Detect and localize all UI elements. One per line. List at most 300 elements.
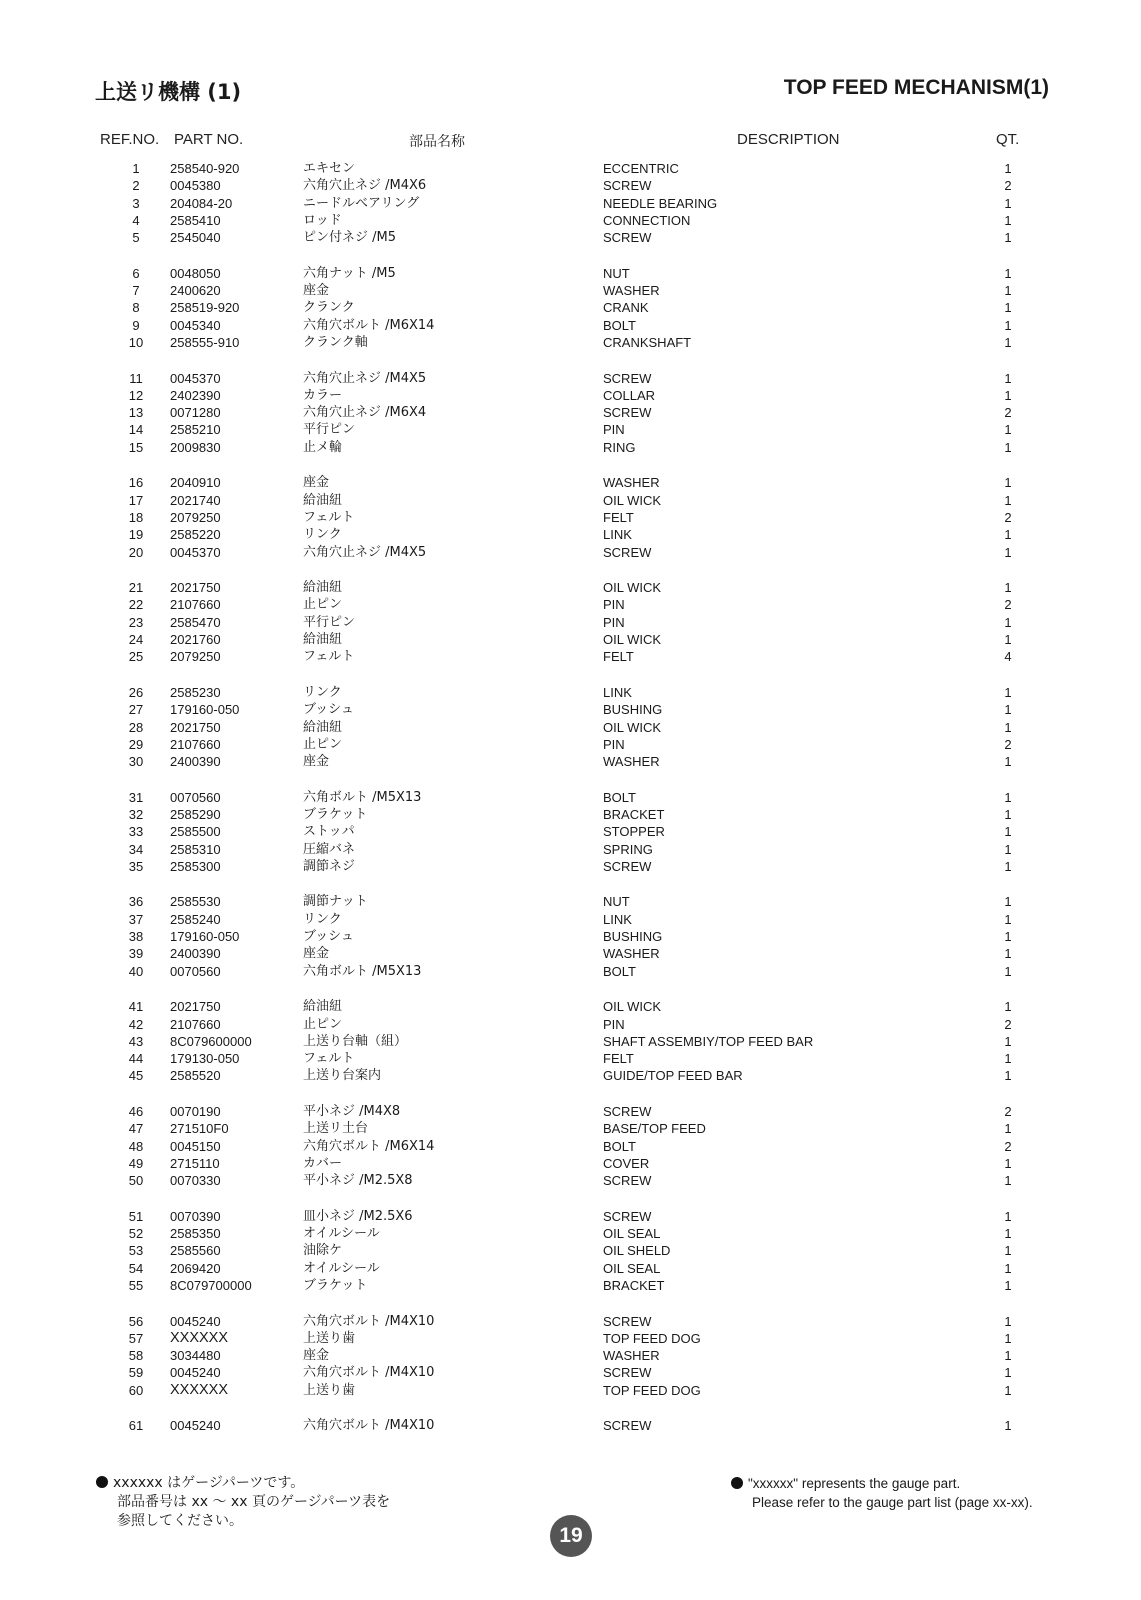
table-row xyxy=(0,1277,1141,1294)
cell-ref-no: 40 xyxy=(128,963,144,979)
row-group xyxy=(0,1208,1141,1294)
cell-description: PIN xyxy=(603,1016,625,1032)
cell-part-name: フェルト xyxy=(303,509,355,525)
cell-part-name: フェルト xyxy=(303,1051,355,1067)
cell-ref-no: 50 xyxy=(128,1173,144,1189)
cell-part-no: 0045240 xyxy=(170,1313,221,1329)
cell-part-no: 2021750 xyxy=(170,719,221,735)
cell-quantity: 1 xyxy=(1004,195,1012,211)
parts-table xyxy=(0,160,1141,1453)
cell-ref-no: 56 xyxy=(128,1313,144,1329)
cell-quantity: 1 xyxy=(1004,1155,1012,1171)
cell-part-name: 座金 xyxy=(303,754,330,770)
cell-part-no: 2585500 xyxy=(170,824,221,840)
cell-ref-no: 7 xyxy=(132,283,140,299)
cell-part-name: 座金 xyxy=(303,283,330,299)
row-group xyxy=(0,370,1141,456)
cell-ref-no: 10 xyxy=(128,334,144,350)
cell-part-name: ストッパ xyxy=(303,824,355,840)
cell-ref-no: 12 xyxy=(128,387,144,403)
cell-part-no: 2585530 xyxy=(170,894,221,910)
table-row xyxy=(0,229,1141,246)
cell-ref-no: 51 xyxy=(128,1208,144,1224)
cell-description: BOLT xyxy=(603,317,636,333)
cell-description: WASHER xyxy=(603,946,660,962)
cell-part-no: 2402390 xyxy=(170,387,221,403)
table-row xyxy=(0,212,1141,229)
note-jp-line1: xxxxxx はゲージパーツです。 xyxy=(113,1475,305,1491)
table-row xyxy=(0,1103,1141,1120)
table-row xyxy=(0,474,1141,491)
cell-part-name: 平行ピン xyxy=(303,422,356,438)
cell-description: OIL WICK xyxy=(603,632,662,648)
cell-ref-no: 19 xyxy=(128,527,144,543)
cell-part-name: クランク軸 xyxy=(303,334,368,350)
cell-quantity: 1 xyxy=(1004,300,1012,316)
header-ref-no: REF.NO. xyxy=(100,131,160,148)
cell-ref-no: 55 xyxy=(128,1278,144,1293)
table-row xyxy=(0,911,1141,928)
cell-description: OIL WICK xyxy=(603,580,662,596)
table-row xyxy=(0,631,1141,648)
cell-description: WASHER xyxy=(603,283,660,299)
table-row xyxy=(0,1225,1141,1242)
cell-part-name: 止ピン xyxy=(303,597,343,613)
row-group xyxy=(0,160,1141,246)
table-row xyxy=(0,317,1141,334)
cell-part-name: 油除ケ xyxy=(303,1243,343,1259)
cell-description: SCREW xyxy=(603,405,652,421)
row-group xyxy=(0,474,1141,560)
cell-quantity: 1 xyxy=(1004,1121,1012,1137)
cell-quantity: 2 xyxy=(1004,1104,1012,1120)
table-row xyxy=(0,439,1141,456)
cell-quantity: 1 xyxy=(1004,719,1012,735)
table-row xyxy=(0,1033,1141,1050)
cell-ref-no: 24 xyxy=(128,632,144,648)
cell-part-no: 2585470 xyxy=(170,614,221,630)
cell-part-no: 2107660 xyxy=(170,1016,221,1032)
cell-description: PIN xyxy=(603,597,625,613)
cell-part-name: 給油紐 xyxy=(303,719,343,735)
cell-description: STOPPER xyxy=(603,824,665,840)
cell-description: COVER xyxy=(603,1155,650,1171)
cell-part-name: 座金 xyxy=(303,946,330,962)
cell-part-no: 0045370 xyxy=(170,544,221,560)
cell-part-name: 六角穴ボルト /M4X10 xyxy=(303,1365,435,1381)
cell-part-name: ピン付ネジ /M5 xyxy=(303,230,396,246)
cell-part-no: 8C079600000 xyxy=(170,1033,252,1049)
cell-part-no: 2021750 xyxy=(170,999,221,1015)
row-group xyxy=(0,684,1141,770)
table-row xyxy=(0,1364,1141,1381)
cell-part-name: 上送り台案内 xyxy=(303,1068,382,1084)
table-row xyxy=(0,404,1141,421)
cell-quantity: 1 xyxy=(1004,1051,1012,1067)
cell-part-name: 六角ボルト /M5X13 xyxy=(303,963,422,979)
cell-part-no: 2079250 xyxy=(170,509,221,525)
cell-part-name: 皿小ネジ /M2.5X6 xyxy=(303,1208,413,1224)
cell-part-no: 2079250 xyxy=(170,649,221,665)
cell-part-name: オイルシール xyxy=(303,1260,380,1276)
cell-part-name: クランク xyxy=(303,300,355,316)
cell-part-name: 平小ネジ /M2.5X8 xyxy=(303,1173,413,1189)
cell-quantity: 2 xyxy=(1004,405,1012,421)
cell-quantity: 1 xyxy=(1004,527,1012,543)
cell-description: OIL WICK xyxy=(603,719,662,735)
cell-part-name: 六角穴止ネジ /M4X5 xyxy=(303,370,427,386)
cell-part-no: 0045340 xyxy=(170,317,221,333)
cell-part-no: 0070560 xyxy=(170,963,221,979)
table-row xyxy=(0,701,1141,718)
cell-ref-no: 48 xyxy=(128,1138,144,1154)
cell-part-no: 2585410 xyxy=(170,212,221,228)
cell-description: SCREW xyxy=(603,370,652,386)
cell-part-no: 0071280 xyxy=(170,405,221,421)
cell-description: GUIDE/TOP FEED BAR xyxy=(603,1068,743,1084)
cell-description: PIN xyxy=(603,736,625,752)
cell-ref-no: 45 xyxy=(128,1068,144,1084)
cell-quantity: 1 xyxy=(1004,1330,1012,1346)
table-row xyxy=(0,928,1141,945)
cell-description: WASHER xyxy=(603,754,660,770)
cell-ref-no: 37 xyxy=(128,911,144,927)
cell-ref-no: 29 xyxy=(128,736,144,752)
table-row xyxy=(0,526,1141,543)
cell-part-no: 0070560 xyxy=(170,789,221,805)
cell-description: SCREW xyxy=(603,1104,652,1120)
cell-quantity: 1 xyxy=(1004,946,1012,962)
cell-ref-no: 23 xyxy=(128,614,144,630)
cell-ref-no: 46 xyxy=(128,1104,144,1120)
cell-quantity: 1 xyxy=(1004,754,1012,770)
header-quantity: QT. xyxy=(996,131,1020,148)
row-group xyxy=(0,789,1141,875)
cell-ref-no: 54 xyxy=(128,1260,144,1276)
cell-part-no: 2585240 xyxy=(170,911,221,927)
cell-ref-no: 1 xyxy=(132,161,140,176)
cell-ref-no: 60 xyxy=(128,1382,144,1398)
cell-part-name: エキセン xyxy=(303,161,356,176)
cell-quantity: 1 xyxy=(1004,789,1012,805)
cell-part-no: 8C079700000 xyxy=(170,1278,252,1293)
cell-part-name: 上送り歯 xyxy=(303,1382,356,1398)
cell-part-name: 六角穴ボルト /M4X10 xyxy=(303,1313,435,1329)
table-row xyxy=(0,421,1141,438)
cell-quantity: 2 xyxy=(1004,736,1012,752)
note-english xyxy=(731,1474,1033,1512)
cell-part-no: 2040910 xyxy=(170,475,221,491)
cell-description: TOP FEED DOG xyxy=(603,1330,701,1346)
cell-ref-no: 21 xyxy=(128,580,144,596)
cell-part-name: ブッシュ xyxy=(303,929,354,945)
cell-description: RING xyxy=(603,439,636,455)
cell-part-name: カバー xyxy=(303,1155,343,1171)
cell-ref-no: 35 xyxy=(128,858,144,874)
cell-ref-no: 4 xyxy=(132,212,140,228)
table-row xyxy=(0,1382,1141,1399)
table-row xyxy=(0,1242,1141,1259)
table-row xyxy=(0,858,1141,875)
cell-quantity: 1 xyxy=(1004,422,1012,438)
cell-ref-no: 8 xyxy=(132,300,140,316)
header-part-name: 部品名称 xyxy=(409,134,465,150)
cell-ref-no: 6 xyxy=(132,265,140,281)
table-row xyxy=(0,1120,1141,1137)
cell-ref-no: 44 xyxy=(128,1051,144,1067)
cell-quantity: 1 xyxy=(1004,492,1012,508)
cell-description: LINK xyxy=(603,527,632,543)
cell-quantity: 4 xyxy=(1004,649,1012,665)
cell-part-no: 2400390 xyxy=(170,946,221,962)
table-row xyxy=(0,1260,1141,1277)
cell-description: SCREW xyxy=(603,230,652,246)
cell-part-no: 2021760 xyxy=(170,632,221,648)
cell-ref-no: 5 xyxy=(132,230,140,246)
cell-description: NEEDLE BEARING xyxy=(603,195,718,211)
cell-ref-no: 53 xyxy=(128,1243,144,1259)
cell-part-no: 179160-050 xyxy=(170,929,240,945)
cell-quantity: 1 xyxy=(1004,1243,1012,1259)
cell-ref-no: 41 xyxy=(128,999,144,1015)
cell-ref-no: 47 xyxy=(128,1121,144,1137)
cell-quantity: 1 xyxy=(1004,858,1012,874)
table-row xyxy=(0,1313,1141,1330)
cell-description: NUT xyxy=(603,265,630,281)
cell-quantity: 1 xyxy=(1004,1208,1012,1224)
cell-description: FELT xyxy=(603,1051,634,1067)
cell-description: TOP FEED DOG xyxy=(603,1382,701,1398)
cell-part-name: 調節ナット xyxy=(303,894,368,910)
cell-part-name: リンク xyxy=(303,684,342,700)
cell-quantity: 1 xyxy=(1004,894,1012,910)
cell-description: BASE/TOP FEED xyxy=(603,1121,706,1137)
table-row xyxy=(0,841,1141,858)
table-row xyxy=(0,945,1141,962)
table-row xyxy=(0,648,1141,665)
cell-description: SCREW xyxy=(603,1418,652,1434)
table-row xyxy=(0,387,1141,404)
cell-part-no: 258519-920 xyxy=(170,300,240,316)
cell-description: SCREW xyxy=(603,1208,652,1224)
cell-description: BRACKET xyxy=(603,806,665,822)
cell-description: FELT xyxy=(603,649,634,665)
cell-description: OIL WICK xyxy=(603,492,662,508)
note-japanese xyxy=(96,1474,390,1531)
cell-part-name: ニードルベアリング xyxy=(303,195,420,211)
cell-description: NUT xyxy=(603,894,630,910)
cell-description: LINK xyxy=(603,684,632,700)
cell-part-no: 2585310 xyxy=(170,841,221,857)
cell-ref-no: 33 xyxy=(128,824,144,840)
table-row xyxy=(0,177,1141,194)
cell-quantity: 1 xyxy=(1004,841,1012,857)
table-row xyxy=(0,719,1141,736)
cell-part-name: 六角穴ボルト /M6X14 xyxy=(303,1138,435,1154)
table-row xyxy=(0,789,1141,806)
cell-part-no: XXXXXX xyxy=(170,1329,229,1346)
cell-ref-no: 30 xyxy=(128,754,144,770)
page-title-english: TOP FEED MECHANISM(1) xyxy=(783,76,1049,99)
cell-part-name: 止ピン xyxy=(303,736,343,752)
cell-ref-no: 14 xyxy=(128,422,144,438)
cell-quantity: 1 xyxy=(1004,1365,1012,1381)
bullet-icon xyxy=(96,1476,108,1488)
cell-quantity: 1 xyxy=(1004,702,1012,718)
cell-quantity: 1 xyxy=(1004,1313,1012,1329)
cell-part-name: 給油紐 xyxy=(303,492,343,508)
cell-part-no: XXXXXX xyxy=(170,1381,229,1398)
cell-part-name: リンク xyxy=(303,911,342,927)
cell-part-no: 2585220 xyxy=(170,527,221,543)
cell-description: ECCENTRIC xyxy=(603,161,679,176)
cell-ref-no: 39 xyxy=(128,946,144,962)
cell-description: SPRING xyxy=(603,841,653,857)
table-row xyxy=(0,265,1141,282)
cell-part-name: 六角穴ボルト /M4X10 xyxy=(303,1418,435,1434)
cell-quantity: 1 xyxy=(1004,929,1012,945)
cell-part-no: 2585210 xyxy=(170,422,221,438)
cell-part-no: 2400390 xyxy=(170,754,221,770)
table-row xyxy=(0,736,1141,753)
cell-ref-no: 13 xyxy=(128,405,144,421)
cell-quantity: 1 xyxy=(1004,283,1012,299)
cell-part-name: 六角ボルト /M5X13 xyxy=(303,789,422,805)
cell-ref-no: 61 xyxy=(128,1418,144,1434)
row-group xyxy=(0,893,1141,979)
cell-part-name: ブラケット xyxy=(303,1278,368,1293)
table-row xyxy=(0,1347,1141,1364)
cell-ref-no: 58 xyxy=(128,1348,144,1364)
table-row xyxy=(0,1417,1141,1434)
cell-part-name: 六角穴止ネジ /M4X6 xyxy=(303,178,427,194)
table-row xyxy=(0,893,1141,910)
cell-ref-no: 3 xyxy=(132,195,140,211)
cell-part-name: 六角穴止ネジ /M4X5 xyxy=(303,544,427,560)
table-row xyxy=(0,1155,1141,1172)
cell-description: OIL WICK xyxy=(603,999,662,1015)
cell-ref-no: 36 xyxy=(128,894,144,910)
cell-quantity: 1 xyxy=(1004,911,1012,927)
cell-part-no: 2021740 xyxy=(170,492,221,508)
cell-description: COLLAR xyxy=(603,387,656,403)
table-row xyxy=(0,1330,1141,1347)
cell-part-name: ブッシュ xyxy=(303,702,354,718)
cell-ref-no: 59 xyxy=(128,1365,144,1381)
table-row xyxy=(0,282,1141,299)
cell-part-name: 止ピン xyxy=(303,1016,343,1032)
cell-part-no: 0045240 xyxy=(170,1418,221,1434)
cell-ref-no: 49 xyxy=(128,1155,144,1171)
cell-description: WASHER xyxy=(603,475,660,491)
note-jp-line2: 部品番号は xx ～ xx 頁のゲージパーツ表を xyxy=(117,1494,391,1510)
cell-quantity: 1 xyxy=(1004,1260,1012,1276)
cell-description: SCREW xyxy=(603,178,652,194)
table-row xyxy=(0,509,1141,526)
note-en-line2: Please refer to the gauge part list (page xx-xx). xyxy=(752,1495,1033,1510)
cell-description: LINK xyxy=(603,911,632,927)
cell-ref-no: 42 xyxy=(128,1016,144,1032)
cell-ref-no: 18 xyxy=(128,509,144,525)
cell-part-no: 2009830 xyxy=(170,439,221,455)
cell-part-no: 2069420 xyxy=(170,1260,221,1276)
cell-ref-no: 26 xyxy=(128,684,144,700)
cell-part-name: 調節ネジ xyxy=(303,858,356,874)
cell-part-no: 204084-20 xyxy=(170,195,233,211)
cell-quantity: 1 xyxy=(1004,824,1012,840)
cell-part-name: 六角穴止ネジ /M6X4 xyxy=(303,405,427,421)
cell-description: SCREW xyxy=(603,1173,652,1189)
cell-quantity: 1 xyxy=(1004,370,1012,386)
cell-description: BOLT xyxy=(603,963,636,979)
cell-ref-no: 28 xyxy=(128,719,144,735)
cell-part-name: ブラケット xyxy=(303,806,368,822)
cell-part-no: 2585560 xyxy=(170,1243,221,1259)
cell-quantity: 1 xyxy=(1004,1278,1012,1293)
cell-part-no: 2107660 xyxy=(170,736,221,752)
cell-description: SCREW xyxy=(603,1365,652,1381)
cell-part-no: 2107660 xyxy=(170,597,221,613)
cell-part-name: 六角ナット /M5 xyxy=(303,265,396,281)
cell-part-name: ロッド xyxy=(303,212,342,228)
cell-ref-no: 11 xyxy=(129,370,143,386)
cell-quantity: 1 xyxy=(1004,212,1012,228)
table-row xyxy=(0,195,1141,212)
cell-quantity: 1 xyxy=(1004,806,1012,822)
cell-part-no: 0048050 xyxy=(170,265,221,281)
cell-part-name: 給油紐 xyxy=(303,580,343,596)
cell-ref-no: 32 xyxy=(128,806,144,822)
cell-ref-no: 25 xyxy=(128,649,144,665)
note-jp-line3: 参照してください。 xyxy=(117,1513,243,1529)
cell-quantity: 1 xyxy=(1004,387,1012,403)
bullet-icon xyxy=(731,1477,743,1489)
cell-quantity: 1 xyxy=(1004,1226,1012,1242)
cell-part-no: 2585300 xyxy=(170,858,221,874)
cell-quantity: 1 xyxy=(1004,1173,1012,1189)
cell-part-no: 2585350 xyxy=(170,1226,221,1242)
table-row xyxy=(0,579,1141,596)
page-title-japanese: 上送リ機構 (1) xyxy=(95,80,242,104)
cell-description: SCREW xyxy=(603,1313,652,1329)
cell-part-no: 2400620 xyxy=(170,283,221,299)
cell-ref-no: 16 xyxy=(128,475,144,491)
cell-part-no: 2715110 xyxy=(170,1155,220,1171)
table-row xyxy=(0,1138,1141,1155)
cell-description: PIN xyxy=(603,422,625,438)
cell-part-name: フェルト xyxy=(303,649,355,665)
cell-part-name: 給油紐 xyxy=(303,632,343,648)
row-group xyxy=(0,1417,1141,1434)
cell-part-no: 2021750 xyxy=(170,580,221,596)
table-row xyxy=(0,334,1141,351)
cell-ref-no: 34 xyxy=(128,841,144,857)
table-row xyxy=(0,806,1141,823)
table-row xyxy=(0,596,1141,613)
cell-quantity: 2 xyxy=(1004,597,1012,613)
cell-description: BRACKET xyxy=(603,1278,665,1293)
cell-part-name: 給油紐 xyxy=(303,999,343,1015)
cell-part-name: 平行ピン xyxy=(303,614,356,630)
cell-description: WASHER xyxy=(603,1348,660,1364)
table-row xyxy=(0,160,1141,177)
cell-quantity: 1 xyxy=(1004,999,1012,1015)
cell-part-name: 上送り歯 xyxy=(303,1330,356,1346)
cell-part-no: 179130-050 xyxy=(170,1051,240,1067)
cell-ref-no: 9 xyxy=(132,317,140,333)
cell-quantity: 1 xyxy=(1004,684,1012,700)
cell-quantity: 1 xyxy=(1004,632,1012,648)
